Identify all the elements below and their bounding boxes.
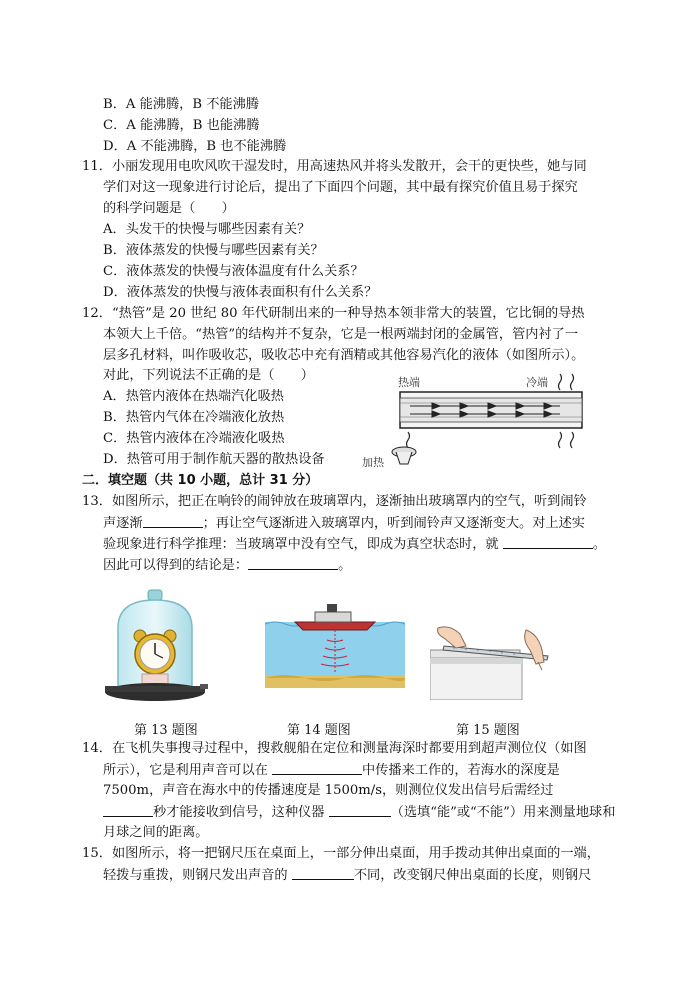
q11-option-c: C．液体蒸发的快慢与液体温度有什么关系？ <box>103 264 364 279</box>
q13-text: ；再让空气逐渐进入玻璃罩内，听到闹铃声又逐渐变大。对上述实 <box>202 516 585 531</box>
caption-fig13: 第 13 题图 <box>134 723 198 738</box>
q13-text: 验现象进行科学推理：当玻璃罩中没有空气，即成为真空状态时，就 <box>103 537 503 552</box>
fig-hot-end-label: 热端 <box>398 376 420 389</box>
sonar-ship-figure <box>265 600 405 688</box>
q13-stem-line4 <box>103 556 351 575</box>
q13-stem-line3 <box>103 535 606 554</box>
q15-text: 轻拨与重拨，则钢尺发出声音的 <box>103 868 292 883</box>
q13-text: 。 <box>592 537 607 552</box>
q14-stem-line2 <box>103 761 560 780</box>
q14-text: 中传播来工作的，若海水的深度是 <box>362 763 560 778</box>
q11-option-b: B．液体蒸发的快慢与哪些因素有关？ <box>103 243 324 258</box>
q14-stem-line1: 14．在飞机失事搜寻过程中，搜救舰船在定位和测量海深时都要用到超声测位仪（如图 <box>82 741 587 756</box>
q13-blank-1[interactable] <box>143 514 203 528</box>
q13-blank-3[interactable] <box>248 556 338 570</box>
q12-stem-line4: 对此，下列说法不正确的是（ ） <box>103 368 314 383</box>
q11-option-a: A．头发干的快慢与哪些因素有关？ <box>103 222 311 237</box>
q15-stem-line2 <box>103 866 591 885</box>
q14-stem-line3: 7500m，声音在海水中的传播速度是 1500m/s，则测位仪发出信号后需经过 <box>103 783 554 798</box>
q11-option-d: D．液体蒸发的快慢与液体表面积有什么关系？ <box>103 285 378 300</box>
bell-jar-figure <box>100 588 210 708</box>
q13-text: 。 <box>338 558 352 573</box>
q14-text: 所示），它是利用声音可以在 <box>103 763 273 778</box>
q15-text: 不同，改变钢尺伸出桌面的长度，则钢尺 <box>353 868 592 883</box>
q12-option-c: C．热管内液体在冷端液化吸热 <box>103 431 285 446</box>
fig-cold-end-label: 冷端 <box>526 376 548 389</box>
q12-stem-line3: 层多孔材料，叫作吸收芯，吸收芯中充有酒精或其他容易汽化的液体（如图所示）。 <box>103 348 585 363</box>
q14-blank-3[interactable] <box>329 803 391 817</box>
q14-stem-line5: 月球之间的距离。 <box>103 825 209 840</box>
q11-stem-line1: 11．小丽发现用电吹风吹干湿发时，用高速热风并将头发散开，会干的更快些，她与同 <box>82 159 587 174</box>
q14-blank-2[interactable] <box>103 803 153 817</box>
q10-option-b: B．A 能沸腾，B 不能沸腾 <box>103 97 259 112</box>
q13-text: 声逐渐 <box>103 516 143 531</box>
q15-stem-line1: 15．如图所示，将一把钢尺压在桌面上，一部分伸出桌面，用手拨动其伸出桌面的一端， <box>82 846 600 861</box>
q12-option-a: A．热管内液体在热端汽化吸热 <box>103 389 284 404</box>
q14-stem-line4 <box>103 803 615 822</box>
q12-option-d: D．热管可用于制作航天器的散热设备 <box>103 452 325 467</box>
section-fill-in-title: 二．填空题（共 10 小题，总计 31 分） <box>82 473 319 488</box>
q14-text: 秒才能接收到信号，这种仪器 <box>153 805 329 820</box>
caption-fig15: 第 15 题图 <box>456 723 520 738</box>
q12-stem-line2: 本领大上千倍。“热管”的结构并不复杂，它是一根两端封闭的金属管，管内衬了一 <box>103 327 579 342</box>
caption-fig14: 第 14 题图 <box>287 723 351 738</box>
fig-heating-label: 加热 <box>362 456 384 469</box>
q10-option-c: C．A 能沸腾，B 也能沸腾 <box>103 118 260 133</box>
q13-text: 因此可以得到的结论是： <box>103 558 249 573</box>
q12-stem-line1: 12．“热管”是 20 世纪 80 年代研制出来的一种导热本领非常大的装置，它比铜的导热 <box>82 306 585 321</box>
q13-stem-line1: 13．如图所示，把正在响铃的闹钟放在玻璃罩内，逐渐抽出玻璃罩内的空气，听到闹铃 <box>82 494 587 509</box>
heat-pipe-figure <box>360 372 592 472</box>
q11-stem-line2: 学们对这一现象进行讨论后，提出了下面四个问题，其中最有探究价值且易于探究 <box>103 180 578 195</box>
q13-stem-line2 <box>103 514 585 533</box>
q11-stem-line3: 的科学问题是（ ） <box>103 201 235 216</box>
ruler-table-figure <box>430 620 560 700</box>
q10-option-d: D．A 不能沸腾，B 也不能沸腾 <box>103 139 287 154</box>
q15-blank-1[interactable] <box>292 866 354 880</box>
q14-text: （选填“能”或“不能”）用来测量地球和 <box>390 805 616 820</box>
q12-option-b: B．热管内气体在冷端液化放热 <box>103 410 285 425</box>
q13-blank-2[interactable] <box>503 535 593 549</box>
q14-blank-1[interactable] <box>272 761 362 775</box>
